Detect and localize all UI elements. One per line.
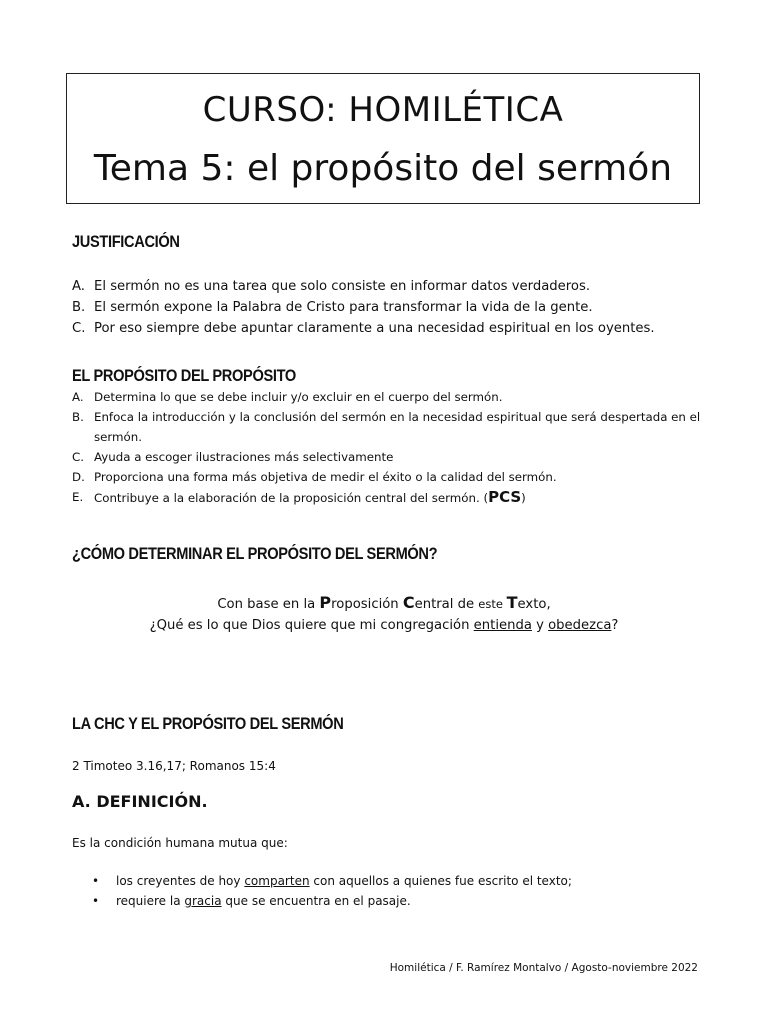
heading-chc: LA CHC Y EL PROPÓSITO DEL SERMÓN (72, 714, 344, 733)
pcs-initial-c: C (402, 593, 415, 612)
underlined-entienda: entienda (473, 618, 532, 633)
pcs-word-4: exto, (517, 597, 551, 612)
pcs-word-2: entral de (414, 597, 479, 612)
list-marker: A. (72, 279, 85, 294)
list-marker: D. (72, 470, 85, 484)
list-item-text: Enfoca la introducción y la conclusión del sermón en la necesidad espiritual que será despertada en el sermón. (94, 410, 701, 444)
list-item-text: Por eso siempre debe apuntar claramente a una necesidad espiritual en los oyentes. (94, 321, 655, 336)
list-marker: C. (72, 450, 84, 464)
list-item-text: El sermón no es una tarea que solo consiste en informar datos verdaderos. (94, 279, 591, 294)
lesson-title: Tema 5: el propósito del sermón (93, 148, 673, 189)
list-item (72, 447, 712, 467)
underlined-gracia: gracia (184, 894, 222, 908)
pcs-line (0, 593, 768, 612)
list-item-text-end: ) (521, 491, 526, 505)
question-line (0, 618, 768, 633)
heading-como: ¿CÓMO DETERMINAR EL PROPÓSITO DEL SERMÓN? (72, 544, 438, 563)
pcs-initial-p: P (319, 593, 332, 612)
list-item (72, 487, 712, 508)
list-marker: E. (72, 490, 84, 504)
pcs-line-prefix: Con base en la (217, 597, 320, 612)
underlined-comparten: comparten (244, 874, 310, 888)
list-marker: B. (72, 410, 84, 424)
pcs-initial-t: T (506, 593, 518, 612)
underlined-obedezca: obedezca (548, 618, 612, 633)
list-item-text: Determina lo que se debe incluir y/o excluir en el cuerpo del sermón. (94, 390, 503, 404)
list-item (92, 891, 572, 911)
list-item (72, 297, 712, 318)
question-prefix: ¿Qué es lo que Dios quiere que mi congregación (149, 618, 474, 633)
definicion-intro: Es la condición humana mutua que: (72, 836, 288, 850)
list-item (72, 318, 712, 339)
bullet-dot: • (92, 894, 100, 908)
pcs-acronym: PCS (488, 488, 522, 506)
pcs-word-3: este (478, 597, 507, 611)
definicion-subheading: A. DEFINICIÓN. (72, 792, 208, 811)
list-marker: A. (72, 390, 84, 404)
proposito-list (72, 387, 712, 508)
list-item-text: El sermón expone la Palabra de Cristo para transformar la vida de la gente. (94, 300, 593, 315)
list-item (72, 276, 712, 297)
list-marker: C. (72, 321, 86, 336)
page-footer: Homilética / F. Ramírez Montalvo / Agosto-noviembre 2022 (389, 962, 698, 974)
list-item (72, 407, 712, 447)
heading-justificacion: JUSTIFICACIÓN (72, 232, 180, 251)
list-item (92, 871, 572, 891)
list-item-text: Contribuye a la elaboración de la proposición central del sermón. ( (94, 491, 489, 505)
bullet-text-end: con aquellos a quienes fue escrito el texto; (309, 874, 572, 888)
bullet-text-end: que se encuentra en el pasaje. (221, 894, 411, 908)
title-box (66, 73, 700, 204)
question-mid: y (531, 618, 549, 633)
bullet-text: los creyentes de hoy (116, 874, 245, 888)
course-title: CURSO: HOMILÉTICA (202, 90, 564, 130)
scripture-references: 2 Timoteo 3.16,17; Romanos 15:4 (72, 759, 276, 773)
justificacion-list (72, 276, 712, 339)
pcs-word-1: roposición (331, 597, 403, 612)
question-end: ? (611, 618, 619, 633)
bullet-text: requiere la (116, 894, 185, 908)
chc-bullet-list (92, 871, 572, 911)
list-item-text: Proporciona una forma más objetiva de medir el éxito o la calidad del sermón. (94, 470, 557, 484)
bullet-dot: • (92, 874, 100, 888)
list-item (72, 387, 712, 407)
list-item-text: Ayuda a escoger ilustraciones más selectivamente (94, 450, 394, 464)
list-item (72, 467, 712, 487)
heading-proposito: EL PROPÓSITO DEL PROPÓSITO (72, 366, 296, 385)
list-marker: B. (72, 300, 86, 315)
